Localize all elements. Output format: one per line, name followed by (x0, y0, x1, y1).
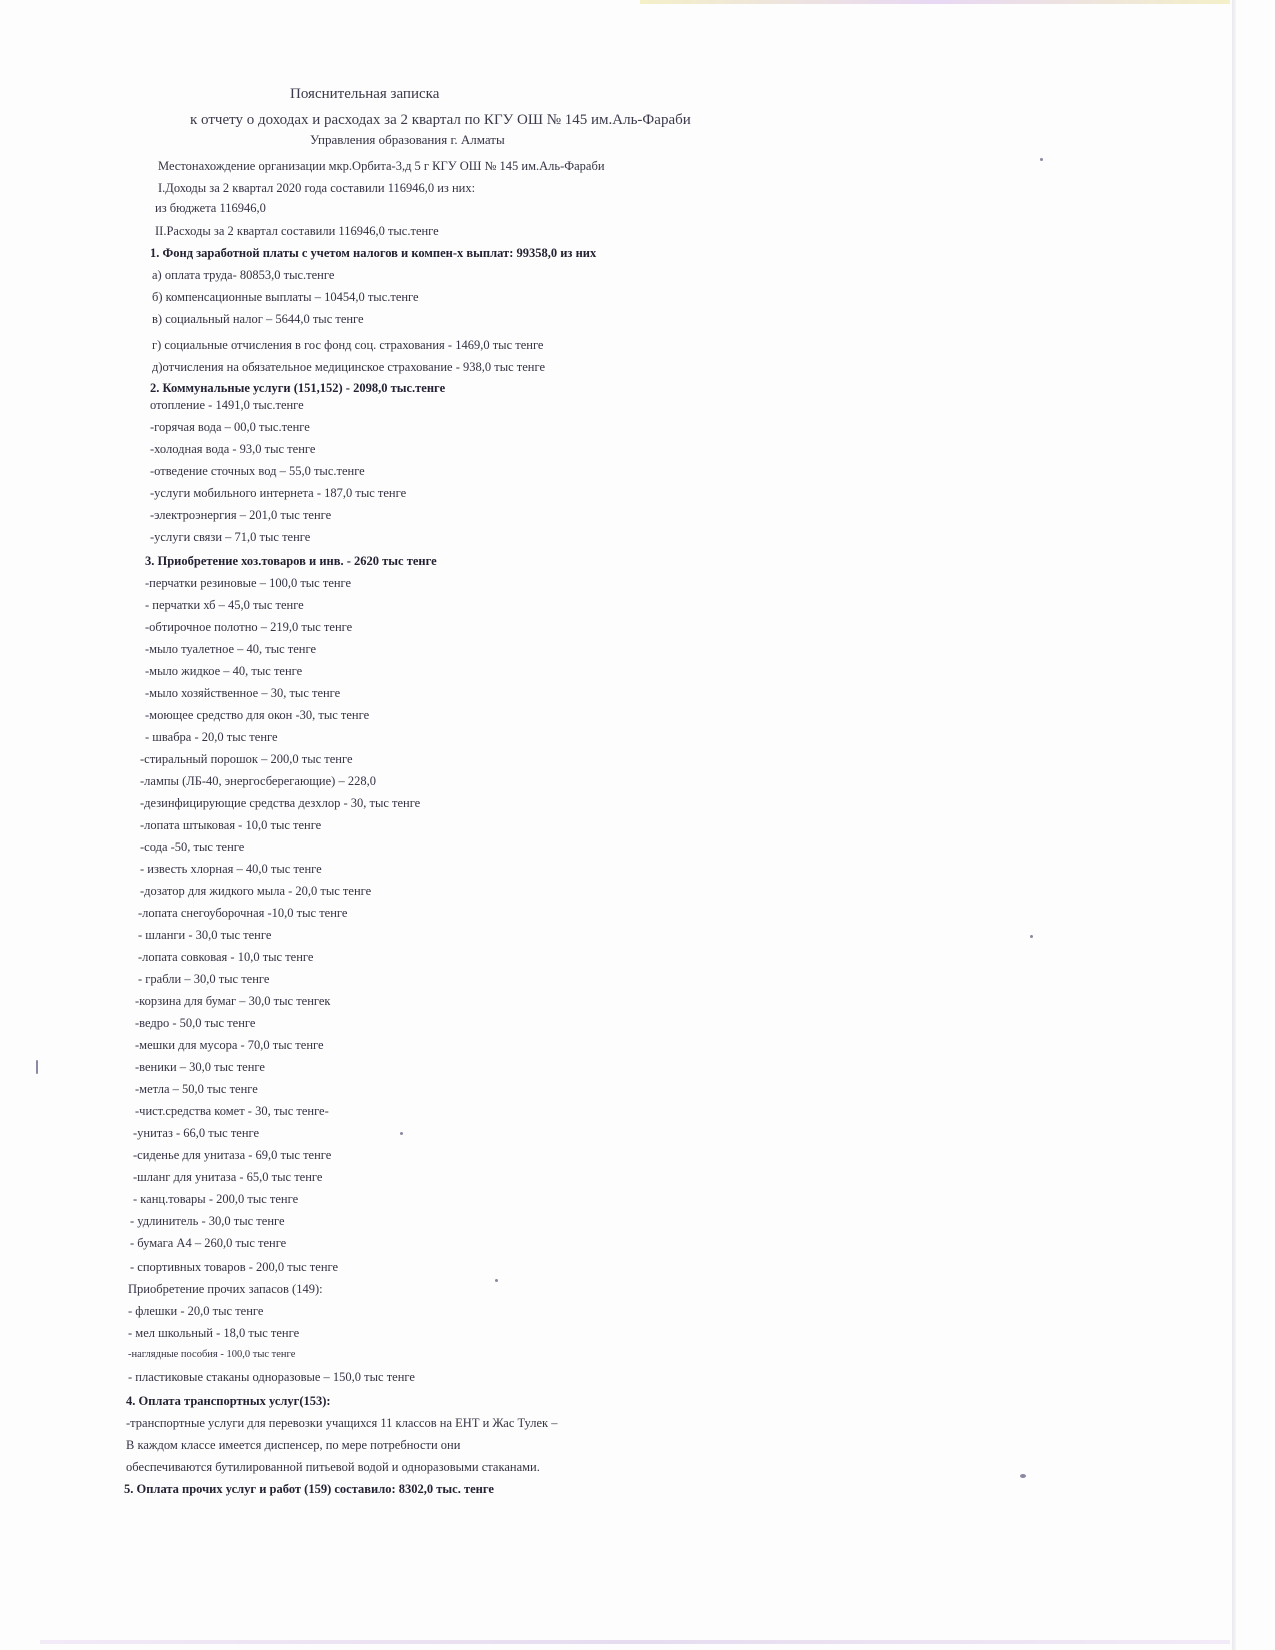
section-3-item: -унитаз - 66,0 тыс тенге (133, 1126, 260, 1140)
section-3-item: -шланг для унитаза - 65,0 тыс тенге (133, 1170, 323, 1184)
section-3-item: -мешки для мусора - 70,0 тыс тенге (135, 1038, 324, 1052)
section-3-item: - шланги - 30,0 тыс тенге (138, 928, 272, 942)
department-line: Управления образования г. Алматы (310, 132, 505, 147)
section-3-item: - перчатки хб – 45,0 тыс тенге (145, 598, 304, 612)
section-4-heading: 4. Оплата транспортных услуг(153): (126, 1394, 331, 1408)
section-3-item: -чист.средства комет - 30, тыс тенге- (135, 1104, 329, 1118)
section-4-line: обеспечиваются бутилированной питьевой водой и одноразовыми стаканами. (126, 1460, 540, 1474)
document-subtitle: к отчету о доходах и расходах за 2 квартал по КГУ ОШ № 145 им.Аль-Фараби (190, 112, 691, 128)
scan-speck (495, 1279, 498, 1282)
expenses-line: II.Расходы за 2 квартал составили 116946,0 тыс.тенге (155, 224, 439, 238)
section-2-heading: 2. Коммунальные услуги (151,152) - 2098,0 тыс.тенге (150, 381, 446, 395)
section-3-item: - удлинитель - 30,0 тыс тенге (130, 1214, 285, 1228)
section-3-item: - известь хлорная – 40,0 тыс тенге (140, 862, 322, 876)
scan-edge-top (640, 0, 1230, 4)
section-2-item: -отведение сточных вод – 55,0 тыс.тенге (150, 464, 365, 478)
section-3-item: -сода -50, тыс тенге (140, 840, 245, 854)
income-budget-line: из бюджета 116946,0 (155, 201, 266, 215)
section-3-item: -лопата совковая - 10,0 тыс тенге (138, 950, 314, 964)
section-3-item: -стиральный порошок – 200,0 тыс тенге (140, 752, 353, 766)
section-2-item: -электроэнергия – 201,0 тыс тенге (150, 508, 332, 522)
section-3-item: - канц.товары - 200,0 тыс тенге (133, 1192, 299, 1206)
section-2-item: -горячая вода – 00,0 тыс.тенге (150, 420, 310, 434)
section-3-item: -мыло хозяйственное – 30, тыс тенге (145, 686, 341, 700)
section-1-item: в) социальный налог – 5644,0 тыс тенге (152, 312, 364, 326)
section-3-item: -сиденье для унитаза - 69,0 тыс тенге (133, 1148, 332, 1162)
section-3-item: -моющее средство для окон -30, тыс тенге (145, 708, 370, 722)
scan-speck (1040, 158, 1043, 161)
other-stock-item: -наглядные пособия - 100,0 тыс тенге (128, 1349, 296, 1360)
section-3-item: - спортивных товаров - 200,0 тыс тенге (130, 1260, 339, 1274)
section-3-item: -лопата штыковая - 10,0 тыс тенге (140, 818, 322, 832)
income-line: I.Доходы за 2 квартал 2020 года составили 116946,0 из них: (158, 181, 476, 195)
location-line: Местонахождение организации мкр.Орбита-3,д 5 г КГУ ОШ № 145 им.Аль-Фараби (158, 159, 605, 173)
scan-edge-bottom (40, 1640, 1230, 1644)
section-1-heading: 1. Фонд заработной платы с учетом налогов и компен-х выплат: 99358,0 из них (150, 246, 597, 260)
scan-speck (36, 1060, 38, 1074)
section-3-item: -мыло туалетное – 40, тыс тенге (145, 642, 317, 656)
section-2-item: -услуги мобильного интернета - 187,0 тыс тенге (150, 486, 407, 500)
section-3-item: -веники – 30,0 тыс тенге (135, 1060, 265, 1074)
scan-speck (400, 1132, 403, 1135)
section-3-item: -дезинфицирующие средства дезхлор - 30, тыс тенге (140, 796, 421, 810)
section-2-item: -холодная вода - 93,0 тыс тенге (150, 442, 316, 456)
section-5-heading: 5. Оплата прочих услуг и работ (159) составило: 8302,0 тыс. тенге (124, 1482, 494, 1496)
section-3-item: - швабра - 20,0 тыс тенге (145, 730, 278, 744)
section-3-item: -мыло жидкое – 40, тыс тенге (145, 664, 303, 678)
section-3-item: - бумага А4 – 260,0 тыс тенге (130, 1236, 287, 1250)
section-3-item: -лопата снегоуборочная -10,0 тыс тенге (138, 906, 348, 920)
section-3-item: -лампы (ЛБ-40, энергосберегающие) – 228,0 (140, 774, 376, 788)
section-3-item: -метла – 50,0 тыс тенге (135, 1082, 258, 1096)
other-stock-item: - флешки - 20,0 тыс тенге (128, 1304, 264, 1318)
section-4-line: В каждом классе имеется диспенсер, по мере потребности они (126, 1438, 461, 1452)
other-stock-item: - мел школьный - 18,0 тыс тенге (128, 1326, 300, 1340)
document-title: Пояснительная записка (290, 86, 440, 102)
section-3-item: -ведро - 50,0 тыс тенге (135, 1016, 256, 1030)
scan-edge-right (1232, 0, 1236, 1650)
other-stock-item: - пластиковые стаканы одноразовые – 150,0 тыс тенге (128, 1370, 415, 1384)
section-4-line: -транспортные услуги для перевозки учащихся 11 классов на ЕНТ и Жас Тулек – (126, 1416, 558, 1430)
section-3-item: -перчатки резиновые – 100,0 тыс тенге (145, 576, 352, 590)
section-1-item: а) оплата труда- 80853,0 тыс.тенге (152, 268, 335, 282)
scan-speck (1020, 1474, 1026, 1478)
section-3-item: -корзина для бумаг – 30,0 тыс тенгек (135, 994, 331, 1008)
section-3-item: - грабли – 30,0 тыс тенге (138, 972, 270, 986)
section-3-item: -обтирочное полотно – 219,0 тыс тенге (145, 620, 353, 634)
scan-speck (1030, 935, 1033, 938)
section-2-item: -услуги связи – 71,0 тыс тенге (150, 530, 311, 544)
other-stock-heading: Приобретение прочих запасов (149): (128, 1282, 323, 1296)
section-1-item: б) компенсационные выплаты – 10454,0 тыс.тенге (152, 290, 419, 304)
section-2-item: отопление - 1491,0 тыс.тенге (150, 398, 304, 412)
section-1-item: д)отчисления на обязательное медицинское страхование - 938,0 тыс тенге (152, 360, 545, 374)
section-1-item: г) социальные отчисления в гос фонд соц. страхования - 1469,0 тыс тенге (152, 338, 544, 352)
section-3-heading: 3. Приобретение хоз.товаров и инв. - 2620 тыс тенге (145, 554, 437, 568)
section-3-item: -дозатор для жидкого мыла - 20,0 тыс тенге (140, 884, 372, 898)
